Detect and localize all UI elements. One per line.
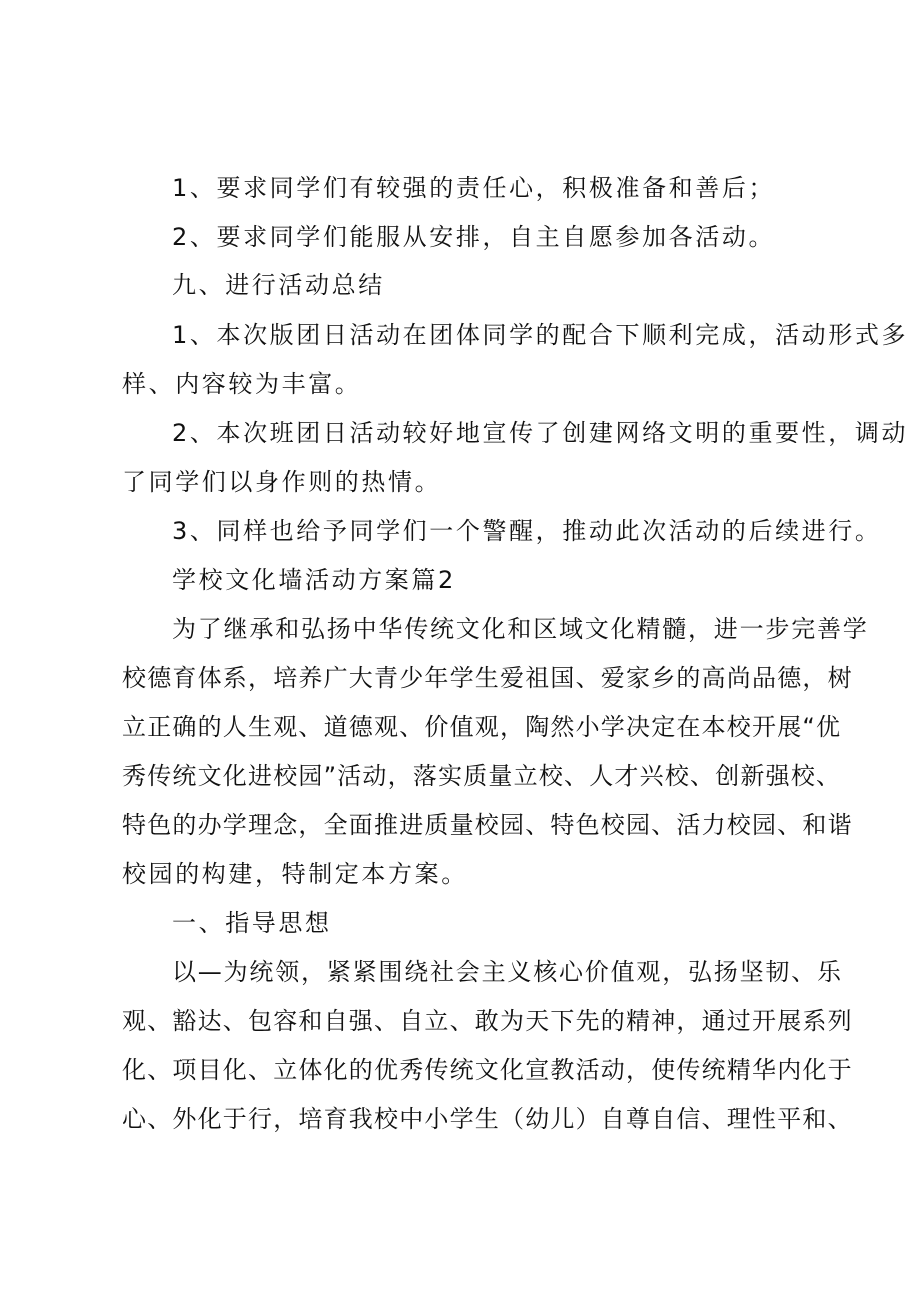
text-line: 秀传统文化进校园”活动，落实质量立校、人才兴校、创新强校、: [122, 762, 842, 790]
text-line: 以—为统领，紧紧围绕社会主义核心价值观，弘扬坚韧、乐: [172, 958, 843, 986]
text-line: 2、要求同学们能服从安排，自主自愿参加各活动。: [172, 223, 776, 251]
text-line: 为了继承和弘扬中华传统文化和区域文化精髓，进一步完善学: [172, 615, 869, 643]
text-line: 了同学们以身作则的热情。: [122, 468, 442, 496]
text-line: 1、本次版团日活动在团体同学的配合下顺利完成，活动形式多: [172, 321, 909, 349]
text-line: 样、内容较为丰富。: [122, 370, 362, 398]
text-line: 立正确的人生观、道德观、价值观，陶然小学决定在本校开展“优: [122, 713, 842, 741]
text-line: 特色的办学理念，全面推进质量校园、特色校园、活力校园、和谐: [122, 811, 853, 839]
text-line: 化、项目化、立体化的优秀传统文化宣教活动，使传统精华内化于: [122, 1056, 853, 1084]
text-line: 校园的构建，特制定本方案。: [122, 860, 468, 888]
text-line: 1、要求同学们有较强的责任心，积极准备和善后；: [172, 174, 776, 202]
section-heading: 学校文化墙活动方案篇2: [172, 566, 456, 594]
text-line: 观、豁达、包容和自强、自立、敢为天下先的精神，通过开展系列: [122, 1007, 853, 1035]
section-heading: 一、指导思想: [172, 909, 332, 937]
section-heading: 九、进行活动总结: [172, 271, 385, 299]
text-line: 心、外化于行，培育我校中小学生（幼儿）自尊自信、理性平和、: [122, 1105, 853, 1133]
text-line: 2、本次班团日活动较好地宣传了创建网络文明的重要性，调动: [172, 419, 909, 447]
text-line: 3、同样也给予同学们一个警醒，推动此次活动的后续进行。: [172, 517, 882, 545]
text-line: 校德育体系，培养广大青少年学生爱祖国、爱家乡的高尚品德，树: [122, 664, 853, 692]
